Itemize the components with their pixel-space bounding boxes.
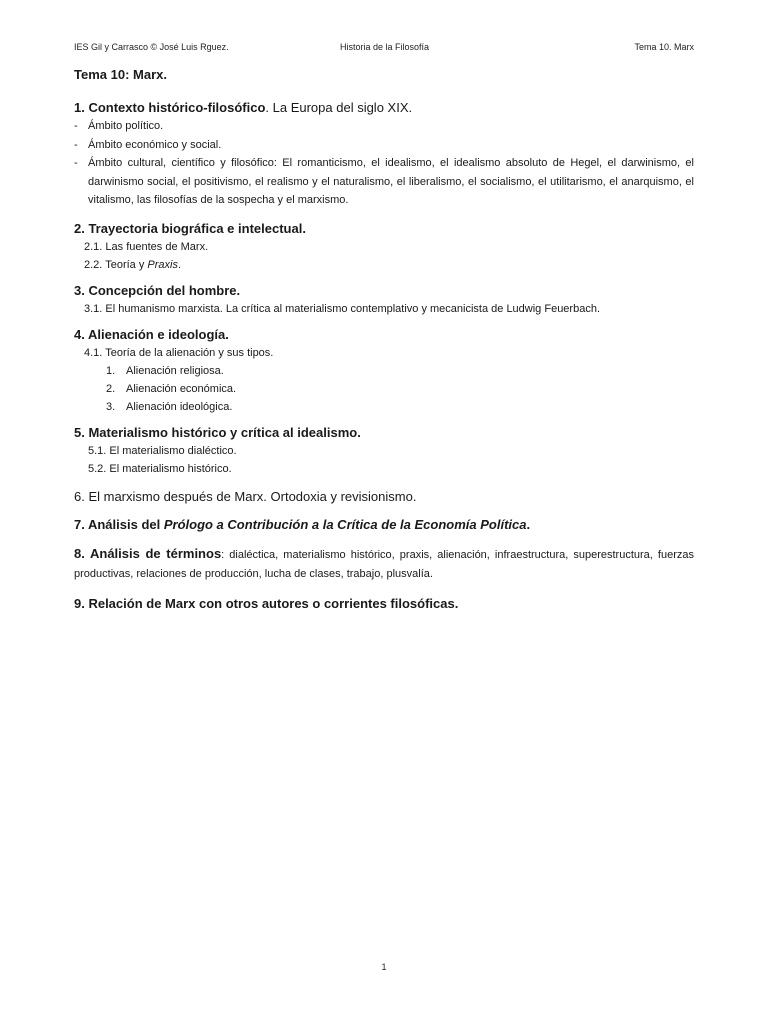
document-body [74,66,694,613]
section-9 [74,594,694,613]
list-item: - Ámbito cultural, científico y filosófico: El romanticismo, el idealismo, el idealismo absoluto de Hegel, el darwinismo, el darwinismo social, el positivismo, el realismo y el naturalismo, el liberalismo, el socialismo, el utilitarismo, el anarquismo, el vitalismo, las filosofías de la sospecha y el marxismo. [74,157,694,206]
section-2 [74,219,694,238]
header-author: IES Gil y Carrasco © José Luis Rguez. [74,42,229,52]
page-number: 1 [381,962,387,972]
section-7-work-title: Prólogo a Contribución a la Crítica de la Economía Política [163,516,527,532]
header-topic: Tema 10. Marx [634,42,694,52]
section-1 [74,98,694,117]
page-title: Tema 10: Marx. [74,67,167,82]
section-2-heading: 2. Trayectoria biográfica e intelectual. [74,220,306,236]
subsection-3-1: 3.1. El humanismo marxista. La crítica al materialismo contemplativo y mecanicista de Ludwig Feuerbach. [84,302,601,315]
section-1-rest: . La Europa del siglo XIX. [265,100,413,115]
subsection-4-1: 4.1. Teoría de la alienación y sus tipos. [84,346,274,359]
subsection-2-2: 2.2. Teoría y Praxis. [84,258,182,271]
section-3 [74,281,694,300]
section-3-heading: 3. Concepción del hombre. [74,282,241,298]
section-1-heading: 1. Contexto histórico-filosófico [74,100,266,115]
section-8 [74,544,694,584]
subsection-5-1: 5.1. El materialismo dialéctico. [88,444,237,457]
section-4 [74,325,694,344]
section-6: 6. El marxismo después de Marx. Ortodoxia y revisionismo. [74,488,417,504]
section-8-heading: 8. Análisis de términos [74,545,222,561]
list-item: 1. Alienación religiosa. [106,364,224,377]
section-4-heading: 4. Alienación e ideología. [74,326,229,342]
section-7: 7. Análisis del Prólogo a Contribución a la Crítica de la Economía Política. [74,516,531,532]
subsection-5-2: 5.2. El materialismo histórico. [88,462,232,475]
list-item: - Ámbito económico y social. [74,138,222,151]
list-item: 3. Alienación ideológica. [106,400,233,413]
subsection-2-1: 2.1. Las fuentes de Marx. [84,240,209,253]
section-5-heading: 5. Materialismo histórico y crítica al idealismo. [74,424,361,440]
section-9-heading: 9. Relación de Marx con otros autores o corrientes filosóficas. [74,595,459,611]
section-5 [74,423,694,442]
section-8-terms: : dialéctica, materialismo histórico, praxis, alienación, infraestructura, superestructura, fuerzas productivas, relaciones de producción, lucha de clases, trabajo, plusvalía. [74,548,694,580]
list-item: - Ámbito político. [74,120,164,132]
list-item: 2. Alienación económica. [106,382,237,395]
header-subject: Historia de la Filosofía [340,42,430,52]
